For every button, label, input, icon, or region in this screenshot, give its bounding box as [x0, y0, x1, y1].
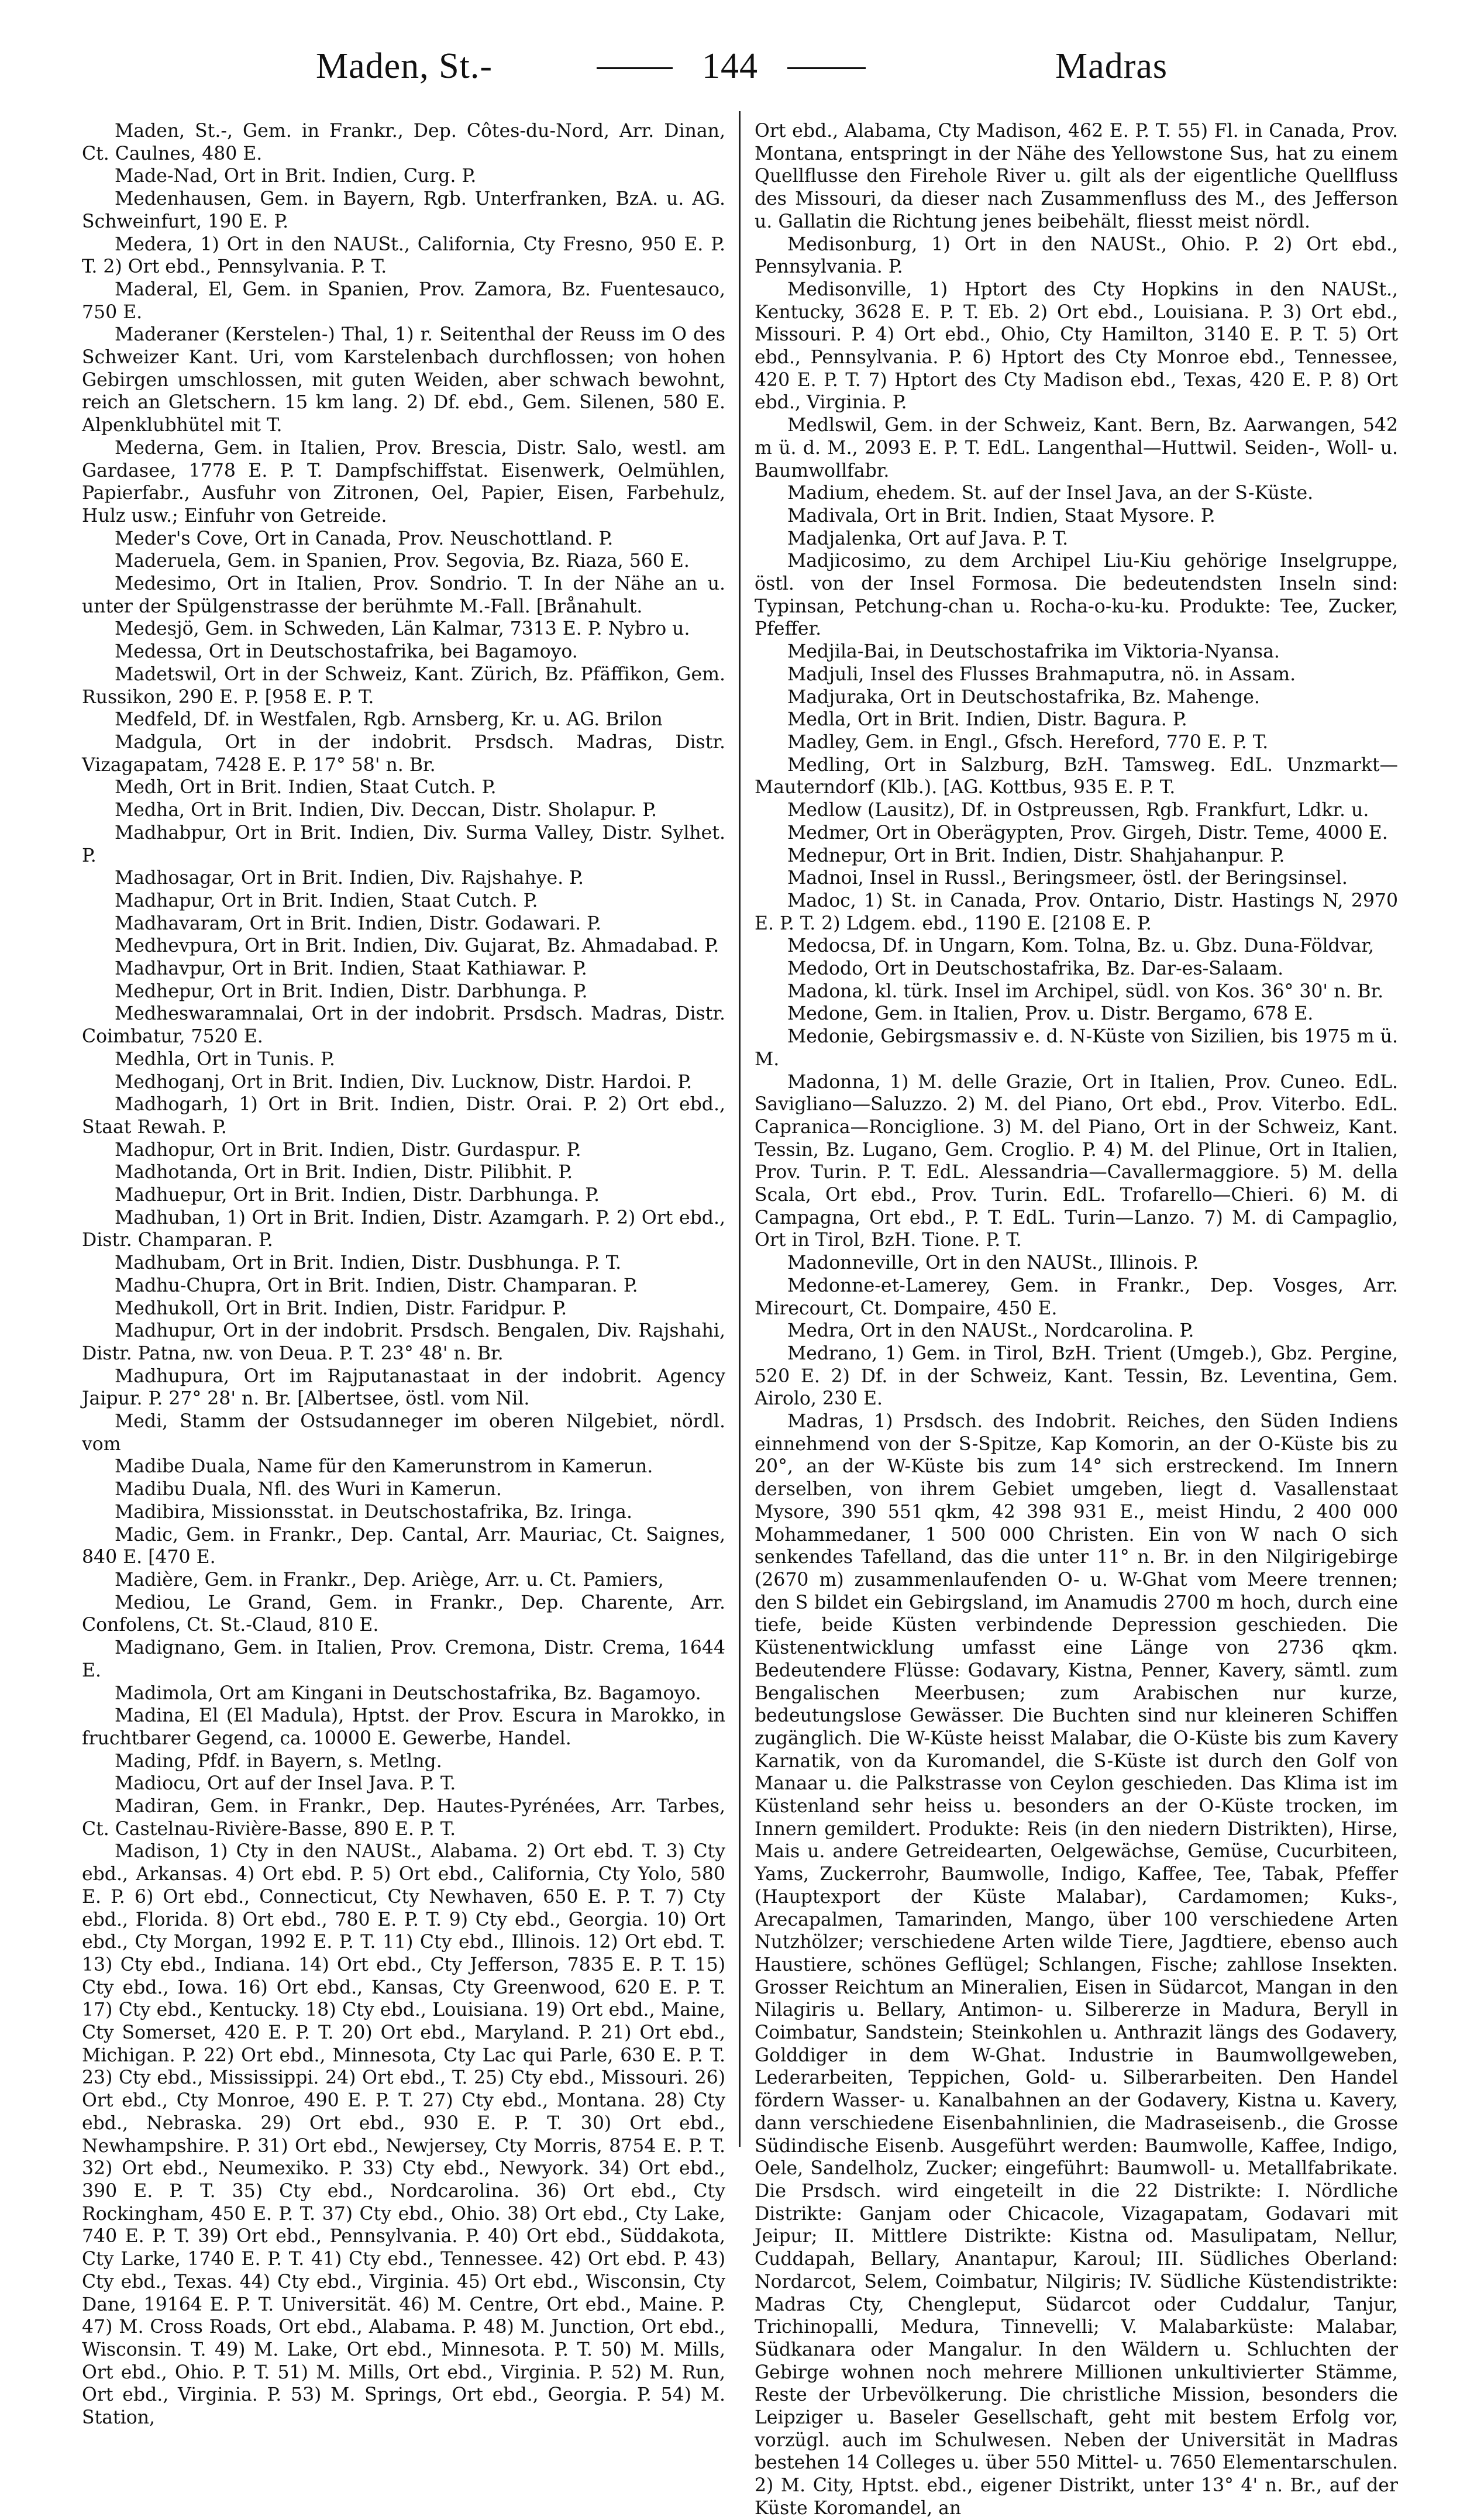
entry: Madium, ehedem. St. auf der Insel Java, an der S-Küste.: [787, 483, 1314, 504]
entry: Medhukoll, Ort in Brit. Indien, Distr. Faridpur. P.: [115, 1297, 567, 1319]
entry: Medesjö, Gem. in Schweden, Län Kalmar, 7313 E. P. Nybro u.: [115, 618, 690, 640]
entry: Madhopur, Ort in Brit. Indien, Distr. Gurdaspur. P.: [115, 1139, 581, 1161]
entry: Madjalenka, Ort auf Java. P. T.: [787, 528, 1069, 549]
entry: Madhupura, Ort im Rajputanastaat in der indobrit. Agency Jaipur. P. 27° 28' n. Br. [Albertsee, östl. vom Nil.: [82, 1365, 725, 1410]
entry: Medenhausen, Gem. in Bayern, Rgb. Unterfranken, BzA. u. AG. Schweinfurt, 190 E. P.: [82, 188, 725, 232]
entry: Mederna, Gem. in Italien, Prov. Brescia, Distr. Salo, westl. am Gardasee, 1778 E. P. T. Dampfschiffstat. Eisenwerk, Oelmühlen, Papierfabr., Ausfuhr von Zitronen, Oel, Papier, Eisen, Farbehulz, Hulz usw.; Einfuhr von Getreide.: [82, 437, 725, 526]
page-number: 144: [702, 46, 758, 86]
entry: Madonna, 1) M. delle Grazie, Ort in Italien, Prov. Cuneo. EdL. Savigliano—Saluzzo. 2) M. del Piano, Ort ebd., Prov. Viterbo. EdL. Capranica—Ronciglione. 3) M. del Piano, Ort in der Schweiz, Kant. Tessin, Bz. Lugano, Gem. Croglio. P. 4) M. del Plinue, Ort in Italien, Prov. Turin. P. T. EdL. Alessandria—Cavallermaggiore. 5) M. della Scala, Ort ebd., Prov. Turin. EdL. Trofarello—Chieri. 6) M. di Campagna, Ort ebd., P. T. EdL. Turin—Lanzo. 7) M. di Campaglio, Ort in Tirol, BzH. Tione. P. T.: [755, 1071, 1398, 1251]
right-column: [755, 120, 1398, 2519]
entry: Madhavaram, Ort in Brit. Indien, Distr. Godawari. P.: [115, 913, 601, 934]
entry: Madhabpur, Ort in Brit. Indien, Div. Surma Valley, Distr. Sylhet. P.: [82, 822, 725, 866]
entry: Mednepur, Ort in Brit. Indien, Distr. Shahjahanpur. P.: [787, 845, 1285, 866]
header-right-catchword: Madras: [1055, 46, 1168, 86]
entry: Madison, 1) Cty in den NAUSt., Alabama. 2) Ort ebd. T. 3) Cty ebd., Arkansas. 4) Ort ebd. P. 5) Ort ebd., California, Cty Yolo, 580 E. P. 6) Ort ebd., Connecticut, Cty Newhaven, 650 E. P. T. 7) Cty ebd., Florida. 8) Ort ebd., 780 E. P. T. 9) Cty ebd., Georgia. 10) Ort ebd., Cty Morgan, 1992 E. P. T. 11) Cty ebd., Illinois. 12) Ort ebd. T. 13) Cty ebd., Indiana. 14) Ort ebd., Cty Jefferson, 7835 E. P. T. 15) Cty ebd., Iowa. 16) Ort ebd., Kansas, Cty Greenwood, 620 E. P. T. 17) Cty ebd., Kentucky. 18) Cty ebd., Louisiana. 19) Ort ebd., Maine, Cty Somerset, 420 E. P. T. 20) Ort ebd., Maryland. P. 21) Ort ebd., Michigan. P. 22) Ort ebd., Minnesota, Cty Lac qui Parle, 630 E. P. T. 23) Cty ebd., Mississippi. 24) Ort ebd., T. 25) Cty ebd., Missouri. 26) Ort ebd., Cty Monroe, 490 E. P. T. 27) Cty ebd., Montana. 28) Cty ebd., Nebraska. 29) Ort ebd., 930 E. P. T. 30) Ort ebd., Newhampshire. P. 31) Ort ebd., Newjersey, Cty Morris, 8754 E. P. T. 32) Ort ebd., Neumexiko. P. 33) Cty ebd., Newyork. 34) Ort ebd., 390 E. P. T. 35) Cty ebd., Nordcarolina. 36) Ort ebd., Cty Rockingham, 450 E. P. T. 37) Cty ebd., Ohio. 38) Ort ebd., Cty Lake, 740 E. P. T. 39) Ort ebd., Pennsylvania. P. 40) Ort ebd., Süddakota, Cty Larke, 1740 E. P. T. 41) Cty ebd., Tennessee. 42) Ort ebd. P. 43) Cty ebd., Texas. 44) Cty ebd., Virginia. 45) Ort ebd., Wisconsin, Cty Dane, 19164 E. P. T. Universität. 46) M. Centre, Ort ebd., Maine. P. 47) M. Cross Roads, Ort ebd., Alabama. P. 48) M. Junction, Ort ebd., Wisconsin. T. 49) M. Lake, Ort ebd., Minnesota. P. T. 50) M. Mills, Ort ebd., Ohio. P. T. 51) M. Mills, Ort ebd., Virginia. P. 52) M. Run, Ort ebd., Virginia. P. 53) M. Springs, Ort ebd., Georgia. P. 54) M. Station,: [82, 1841, 725, 2429]
entry: Medlswil, Gem. in der Schweiz, Kant. Bern, Bz. Aarwangen, 542 m ü. d. M., 2093 E. P. T. EdL. Langenthal—Huttwil. Seiden-, Woll- u. Baumwollfabr.: [755, 415, 1398, 481]
entry: Maderaner (Kerstelen-) Thal, 1) r. Seitenthal der Reuss im O des Schweizer Kant. Uri, vom Karstelenbach durchflossen; von hohen Gebirgen umschlossen, mit guten Weiden, aber schwach bewohnt, reich an Gletschern. 15 km lang. 2) Df. ebd., Gem. Silenen, 580 E. Alpenklubhütel mit T.: [82, 324, 725, 436]
entry: Madibu Duala, Nfl. des Wuri in Kamerun.: [115, 1479, 502, 1500]
entry: Medheswaramnalai, Ort in der indobrit. Prsdsch. Madras, Distr. Coimbatur, 7520 E.: [82, 1003, 725, 1048]
entry: Medhoganj, Ort in Brit. Indien, Div. Lucknow, Distr. Hardoi. P.: [115, 1071, 693, 1093]
entry: Madley, Gem. in Engl., Gfsch. Hereford, 770 E. P. T.: [787, 731, 1269, 753]
entry: Madgula, Ort in der indobrit. Prsdsch. Madras, Distr. Vizagapatam, 7428 E. P. 17° 58' n. Br.: [82, 731, 725, 776]
entry: Ort ebd., Alabama, Cty Madison, 462 E. P. T. 55) Fl. in Canada, Prov. Montana, entspringt in der Nähe des Yellowstone Sus, hat zu einem Quellflusse den Firehole River u. gilt als der eigentliche Quellfluss des Missouri, da dieser nach Zusammenfluss des M., des Jefferson u. Gallatin die Richtung jenes beibehält, fliesst meist nördl.: [755, 121, 1398, 232]
entry: Madière, Gem. in Frankr., Dep. Ariège, Arr. u. Ct. Pamiers,: [115, 1569, 664, 1591]
entry: Mading, Pfdf. in Bayern, s. Metlng.: [115, 1750, 442, 1772]
entry: Madhuepur, Ort in Brit. Indien, Distr. Darbhunga. P.: [115, 1185, 600, 1206]
entry: Madjuli, Insel des Flusses Brahmaputra, nö. in Assam.: [787, 663, 1296, 685]
entry: Madnoi, Insel in Russl., Beringsmeer, östl. der Beringsinsel.: [787, 867, 1348, 889]
entry: Medocsa, Df. in Ungarn, Kom. Tolna, Bz. u. Gbz. Duna-Földvar,: [787, 935, 1375, 957]
entry: Madhubam, Ort in Brit. Indien, Distr. Dusbhunga. P. T.: [115, 1252, 622, 1274]
entry: Medjila-Bai, in Deutschostafrika im Viktoria-Nyansa.: [787, 641, 1280, 663]
entry: Madhosagar, Ort in Brit. Indien, Div. Rajshahye. P.: [115, 867, 584, 889]
entry: Medesimo, Ort in Italien, Prov. Sondrio. T. In der Nähe an u. unter der Spülgenstrasse der berühmte M.-Fall. [Brånahult.: [82, 573, 725, 617]
header-rule-right: [787, 67, 866, 69]
entry: Medessa, Ort in Deutschostafrika, bei Bagamoyo.: [115, 641, 578, 663]
entry: Madic, Gem. in Frankr., Dep. Cantal, Arr. Mauriac, Ct. Saignes, 840 E. [470 E.: [82, 1524, 725, 1568]
entry: Madivala, Ort in Brit. Indien, Staat Mysore. P.: [787, 505, 1215, 526]
entry: Madonneville, Ort in den NAUSt., Illinois. P.: [787, 1252, 1199, 1274]
entry: Medi, Stamm der Ostsudanneger im oberen Nilgebiet, nördl. vom: [82, 1411, 725, 1455]
left-column: [82, 120, 725, 2429]
entry: Medling, Ort in Salzburg, BzH. Tamsweg. EdL. Unzmarkt—Mauterndorf (Klb.). [AG. Kottbus, 935 E. P. T.: [755, 754, 1398, 798]
entry: Madona, kl. türk. Insel im Archipel, südl. von Kos. 36° 30' n. Br.: [787, 980, 1384, 1002]
entry: Madjuraka, Ort in Deutschostafrika, Bz. Mahenge.: [787, 686, 1260, 708]
entry: Medonne-et-Lamerey, Gem. in Frankr., Dep. Vosges, Arr. Mirecourt, Ct. Dompaire, 450 E.: [755, 1275, 1398, 1319]
entry: Madiran, Gem. in Frankr., Dep. Hautes-Pyrénées, Arr. Tarbes, Ct. Castelnau-Rivière-Basse, 890 E. P. T.: [82, 1796, 725, 1840]
entry: Madignano, Gem. in Italien, Prov. Cremona, Distr. Crema, 1644 E.: [82, 1637, 725, 1681]
entry: Medhevpura, Ort in Brit. Indien, Div. Gujarat, Bz. Ahmadabad. P.: [115, 935, 719, 957]
entry: Medone, Gem. in Italien, Prov. u. Distr. Bergamo, 678 E.: [787, 1003, 1314, 1025]
entry: Madjicosimo, zu dem Archipel Liu-Kiu gehörige Inselgruppe, östl. von der Insel Formosa. Die bedeutendsten Inseln sind: Typinsan, Petchung-chan u. Rocha-o-ku-ku. Produkte: Tee, Zucker, Pfeffer.: [755, 550, 1398, 640]
entry: Madhu-Chupra, Ort in Brit. Indien, Distr. Champaran. P.: [115, 1275, 638, 1296]
entry: Madibira, Missionsstat. in Deutschostafrika, Bz. Iringa.: [115, 1501, 632, 1523]
entry: Medodo, Ort in Deutschostafrika, Bz. Dar-es-Salaam.: [787, 958, 1284, 980]
entry: Madoc, 1) St. in Canada, Prov. Ontario, Distr. Hastings N, 2970 E. P. T. 2) Ldgem. ebd., 1190 E. [2108 E. P.: [755, 890, 1398, 934]
entry: Maderal, El, Gem. in Spanien, Prov. Zamora, Bz. Fuentesauco, 750 E.: [82, 278, 725, 323]
entry: Medhepur, Ort in Brit. Indien, Distr. Darbhunga. P.: [115, 980, 588, 1002]
entry: Maden, St.-, Gem. in Frankr., Dep. Côtes-du-Nord, Arr. Dinan, Ct. Caulnes, 480 E.: [82, 121, 725, 164]
entry: Madhupur, Ort in der indobrit. Prsdsch. Bengalen, Div. Rajshahi, Distr. Patna, nw. von Deua. P. T. 23° 48' n. Br.: [82, 1320, 725, 1364]
entry: Madhotanda, Ort in Brit. Indien, Distr. Pilibhit. P.: [115, 1162, 573, 1183]
entry: Madibe Duala, Name für den Kamerunstrom in Kamerun.: [115, 1456, 653, 1478]
entry: Medhla, Ort in Tunis. P.: [115, 1048, 335, 1070]
entry: Meder's Cove, Ort in Canada, Prov. Neuschottland. P.: [115, 528, 614, 549]
entry: Medlow (Lausitz), Df. in Ostpreussen, Rgb. Frankfurt, Ldkr. u.: [787, 800, 1369, 821]
entry: Medera, 1) Ort in den NAUSt., California, Cty Fresno, 950 E. P. T. 2) Ort ebd., Pennsylvania. P. T.: [82, 233, 725, 278]
entry: Medha, Ort in Brit. Indien, Div. Deccan, Distr. Sholapur. P.: [115, 800, 657, 821]
entry: Madhuban, 1) Ort in Brit. Indien, Distr. Azamgarh. P. 2) Ort ebd., Distr. Champaran. P.: [82, 1207, 725, 1251]
entry: Medonie, Gebirgsmassiv e. d. N-Küste von Sizilien, bis 1975 m ü. M.: [755, 1026, 1398, 1070]
entry: Madras, 1) Prsdsch. des Indobrit. Reiches, den Süden Indiens einnehmend von der S-Spitze, Kap Komorin, an der O-Küste bis zu 20°, an der W-Küste bis zum 14° sich erstreckend. Im Innern derselben, von ihrem Gebiet umgeben, liegt d. Vasallenstaat Mysore, 390 551 qkm, 42 398 931 E., meist Hindu, 2 400 000 Mohammedaner, 1 500 000 Christen. Ein von W nach O sich senkendes Tafelland, das die unter 11° n. Br. in den Nilgirigebirge (2670 m) zusammenlaufenden O- u. W-Ghat vom Meere trennen; den S bildet ein Gebirgsland, im Anamudis 2700 m hoch, durch eine tiefe, beide Küsten verbindende Depression geschieden. Die Küstenentwicklung umfasst eine Länge von 2736 qkm. Bedeutendere Flüsse: Godavary, Kistna, Penner, Kavery, sämtl. zum Bengalischen Meerbusen; zum Arabischen nur kurze, bedeutungslose Gewässer. Die Buchten sind nur kleineren Schiffen zugänglich. Die W-Küste heisst Malabar, die O-Küste bis zum Kavery Karnatik, von da Kuromandel, die S-Küste ist durch den Golf von Manaar u. die Palkstrasse von Ceylon geschieden. Das Klima ist im Küstenland sehr heiss u. besonders an der O-Küste trocken, im Innern gemildert. Produkte: Reis (in den niedern Distrikten), Hirse, Mais u. andere Getreidearten, Oelgewächse, Gemüse, Cucurbiteen, Yams, Zuckerrohr, Baumwolle, Indigo, Kaffee, Tee, Tabak, Pfeffer (Hauptexport der Küste Malabar), Cardamomen; Kuks-, Arecapalmen, Tamarinden, Mango, über 100 verschiedene Arten Nutzhölzer; verschiedene Arten wilde Tiere, Jagdtiere, ebenso auch Haustiere, schönes Geflügel; Schlangen, Fische; zahllose Insekten. Grosser Reichtum an Mineralien, Eisen in Südarcot, Mangan in den Nilagiris u. Bellary, Antimon- u. Silbererze in Madura, Beryll in Coimbatur, Sandstein; Steinkohlen u. Anthrazit längs des Godavery, Golddiger in dem W-Ghat. Industrie in Baumwollgeweben, Lederarbeiten, Teppichen, Gold- u. Silberarbeiten. Den Handel fördern Wasser- u. Kanalbahnen an der Godavery, Kistna u. Kavery, dann verschiedene Eisenbahnlinien, die Madraseisenb., die Grosse Südindische Eisenb. Ausgeführt werden: Baumwolle, Kaffee, Indigo, Oele, Sandelholz, Zucker; eingeführt: Baumwoll- u. Metallfabrikate. Die Prsdsch. wird eingeteilt in die 22 Distrikte: I. Nördliche Distrikte: Ganjam oder Chicacole, Vizagapatam, Godavari mit Jeipur; II. Mittlere Distrikte: Kistna od. Masulipatam, Nellur, Cuddapah, Bellary, Anantapur, Karoul; III. Südliches Oberland: Nordarcot, Selem, Coimbatur, Nilgiris; IV. Südliche Küstendistrikte: Madras Cty, Chengleput, Südarcot oder Cuddalur, Tanjur, Trichinopalli, Medura, Tinnevelli; V. Malabarküste: Malabar, Südkanara oder Mangalur. In den Wäldern u. Schluchten der Gebirge wohnen noch mehrere Millionen unkultivierter Stämme, Reste der Urbevölkerung. Die christliche Mission, besonders die Leipziger u. Baseler Gesellschaft, geht mit bestem Erfolg vor, vorzügl. auch im Schulwesen. Neben der Universität in Madras bestehen 14 Colleges u. über 550 Mittel- u. 7650 Elementarschulen. 2) M. City, Hptst. ebd., eigener Distrikt, unter 13° 4' n. Br., auf der Küste Koromandel, an: [755, 1411, 1398, 2519]
entry: Medra, Ort in den NAUSt., Nordcarolina. P.: [787, 1320, 1194, 1342]
entry: Madina, El (El Madula), Hptst. der Prov. Escura in Marokko, in fruchtbarer Gegend, ca. 10000 E. Gewerbe, Handel.: [82, 1705, 725, 1749]
entry: Medmer, Ort in Oberägypten, Prov. Girgeh, Distr. Teme, 4000 E.: [787, 822, 1388, 844]
entry: Madiocu, Ort auf der Insel Java. P. T.: [115, 1773, 456, 1795]
entry: Made-Nad, Ort in Brit. Indien, Curg. P.: [115, 166, 477, 187]
entry: Medla, Ort in Brit. Indien, Distr. Bagura. P.: [787, 709, 1187, 731]
header-rule-left: [597, 67, 673, 69]
column-divider: [739, 111, 741, 2147]
entry: Madhavpur, Ort in Brit. Indien, Staat Kathiawar. P.: [115, 958, 587, 980]
entry: Mediou, Le Grand, Gem. in Frankr., Dep. Charente, Arr. Confolens, Ct. St.-Claud, 810 E.: [82, 1592, 725, 1636]
entry: Medh, Ort in Brit. Indien, Staat Cutch. P.: [115, 777, 497, 798]
entry: Medrano, 1) Gem. in Tirol, BzH. Trient (Umgeb.), Gbz. Pergine, 520 E. 2) Df. in der Schweiz, Kant. Tessin, Bz. Leventina, Gem. Airolo, 230 E.: [755, 1342, 1398, 1410]
entry: Maderuela, Gem. in Spanien, Prov. Segovia, Bz. Riaza, 560 E.: [115, 550, 690, 572]
page-header: [0, 35, 1460, 99]
entry: Madhogarh, 1) Ort in Brit. Indien, Distr. Orai. P. 2) Ort ebd., Staat Rewah. P.: [82, 1094, 725, 1138]
entry: Madhapur, Ort in Brit. Indien, Staat Cutch. P.: [115, 890, 538, 911]
entry: Madetswil, Ort in der Schweiz, Kant. Zürich, Bz. Pfäffikon, Gem. Russikon, 290 E. P. [958 E. P. T.: [82, 663, 725, 708]
entry: Medisonville, 1) Hptort des Cty Hopkins in den NAUSt., Kentucky, 3628 E. P. T. Eb. 2) Ort ebd., Louisiana. P. 3) Ort ebd., Missouri. P. 4) Ort ebd., Ohio, Cty Hamilton, 3140 E. P. T. 5) Ort ebd., Pennsylvania. P. 6) Hptort des Cty Monroe ebd., Tennessee, 420 E. P. T. 7) Hptort des Cty Madison ebd., Texas, 420 E. P. 8) Ort ebd., Virginia. P.: [755, 278, 1398, 414]
entry: Medisonburg, 1) Ort in den NAUSt., Ohio. P. 2) Ort ebd., Pennsylvania. P.: [755, 233, 1398, 278]
header-left-catchword: Maden, St.-: [316, 46, 493, 86]
entry: Medfeld, Df. in Westfalen, Rgb. Arnsberg, Kr. u. AG. Brilon: [115, 709, 663, 731]
entry: Madimola, Ort am Kingani in Deutschostafrika, Bz. Bagamoyo.: [115, 1682, 701, 1704]
